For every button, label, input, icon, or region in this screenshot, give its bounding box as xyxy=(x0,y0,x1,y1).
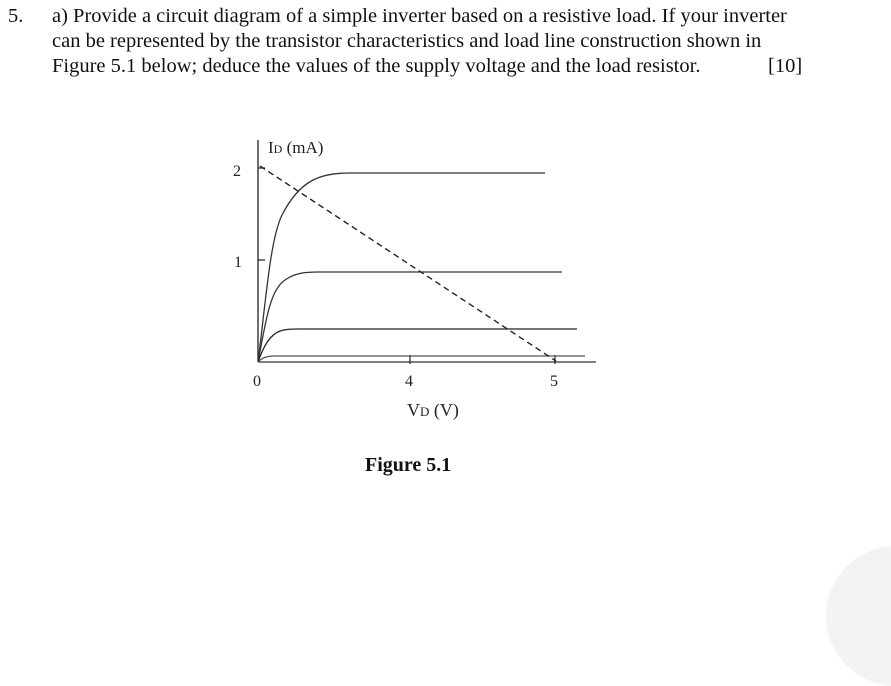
x-tick-label-5: 5 xyxy=(550,373,558,390)
marks-label: [10] xyxy=(768,55,803,77)
y-tick-label-1: 1 xyxy=(234,254,242,271)
x-tick-label-0: 0 xyxy=(253,373,261,390)
x-tick-label-4: 4 xyxy=(405,373,413,390)
x-axis-label: VD (V) xyxy=(407,400,459,420)
question-number: 5. xyxy=(8,5,24,27)
characteristic-curve-2 xyxy=(258,272,562,362)
characteristic-curve-1 xyxy=(258,173,545,362)
y-tick-label-2: 2 xyxy=(233,163,241,180)
question-line-1: a) Provide a circuit diagram of a simple inverter based on a resistive load. If your inverter xyxy=(52,5,787,27)
figure-caption: Figure 5.1 xyxy=(365,454,452,476)
load-line xyxy=(260,166,556,361)
characteristic-curve-4 xyxy=(258,356,585,362)
question-line-3: Figure 5.1 below; deduce the values of the supply voltage and the load resistor. xyxy=(52,55,701,77)
question-line-2: can be represented by the transistor characteristics and load line construction shown in xyxy=(52,30,762,52)
characteristic-curve-3 xyxy=(258,329,577,362)
y-axis-label: ID (mA) xyxy=(268,138,324,157)
